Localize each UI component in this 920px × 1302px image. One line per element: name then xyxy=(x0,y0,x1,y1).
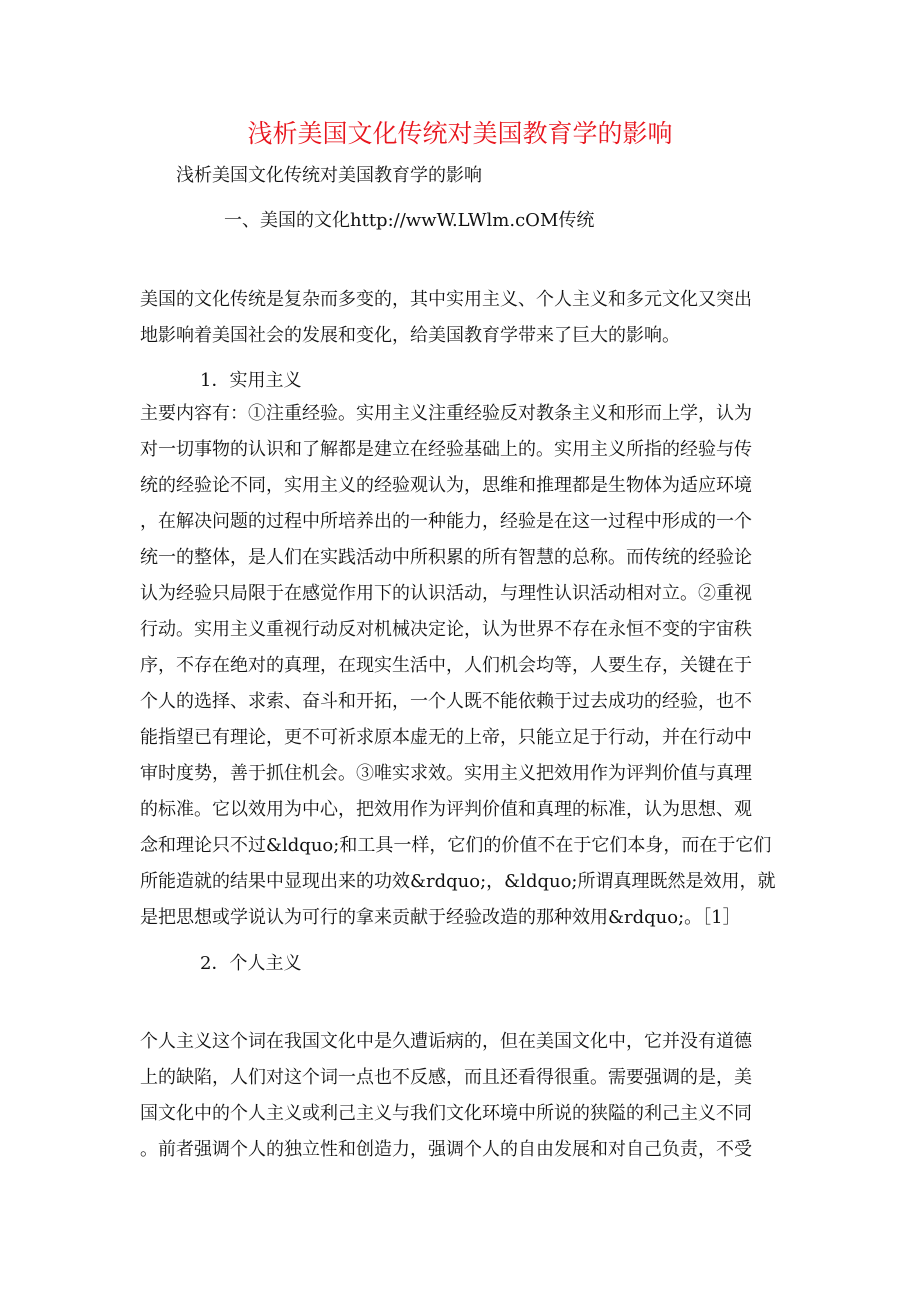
paragraph-line: 审时度势，善于抓住机会。③唯实求效。实用主义把效用作为评判价值与真理 xyxy=(140,763,752,784)
paragraph-line: ，在解决问题的过程中所培养出的一种能力，经验是在这一过程中形成的一个 xyxy=(140,511,752,532)
paragraph-line: 所能造就的结果中显现出来的功效&rdquo;，&ldquo;所谓真理既然是效用，就 xyxy=(140,871,776,892)
paragraph-line: 个人的选择、求索、奋斗和开拓，一个人既不能依赖于过去成功的经验，也不 xyxy=(140,691,752,712)
paragraph-line: 能指望已有理论，更不可祈求原本虚无的上帝，只能立足于行动，并在行动中 xyxy=(140,727,752,748)
paragraph-line: 认为经验只局限于在感觉作用下的认识活动，与理性认识活动相对立。②重视 xyxy=(140,583,752,604)
paragraph-line: 的标准。它以效用为中心，把效用作为评判价值和真理的标准，认为思想、观 xyxy=(140,799,752,820)
paragraph-line: 序，不存在绝对的真理，在现实生活中，人们机会均等，人要生存，关键在于 xyxy=(140,655,752,676)
section-heading: 一、美国的文化http://wwW.LWlm.cOM传统 xyxy=(224,210,595,231)
paragraph-line: 统的经验论不同，实用主义的经验观认为，思维和推理都是生物体为适应环境 xyxy=(140,475,752,496)
paragraph-line: 念和理论只不过&ldquo;和工具一样，它们的价值不在于它们本身，而在于它们 xyxy=(140,835,772,856)
paragraph-line: 美国的文化传统是复杂而多变的，其中实用主义、个人主义和多元文化又突出 xyxy=(140,289,752,310)
paragraph-line: 上的缺陷，人们对这个词一点也不反感，而且还看得很重。需要强调的是，美 xyxy=(140,1067,752,1088)
paragraph-line: 国文化中的个人主义或利己主义与我们文化环境中所说的狭隘的利己主义不同 xyxy=(140,1103,752,1124)
subheading-individualism: 2．个人主义 xyxy=(200,953,302,974)
paragraph-line: 对一切事物的认识和了解都是建立在经验基础上的。实用主义所指的经验与传 xyxy=(140,439,752,460)
paragraph-line: 主要内容有：①注重经验。实用主义注重经验反对教条主义和形而上学，认为 xyxy=(140,403,752,424)
paragraph-line: 行动。实用主义重视行动反对机械决定论，认为世界不存在永恒不变的宇宙秩 xyxy=(140,619,752,640)
paragraph-line: 。前者强调个人的独立性和创造力，强调个人的自由发展和对自己负责，不受 xyxy=(140,1139,752,1160)
subheading-pragmatism: 1．实用主义 xyxy=(200,370,302,391)
paragraph-line: 地影响着美国社会的发展和变化，给美国教育学带来了巨大的影响。 xyxy=(140,325,680,346)
document-subtitle: 浅析美国文化传统对美国教育学的影响 xyxy=(176,165,482,186)
document-title: 浅析美国文化传统对美国教育学的影响 xyxy=(247,119,673,148)
paragraph-line: 是把思想或学说认为可行的拿来贡献于经验改造的那种效用&rdquo;。［1］ xyxy=(140,907,741,928)
paragraph-line: 个人主义这个词在我国文化中是久遭诟病的，但在美国文化中，它并没有道德 xyxy=(140,1031,752,1052)
paragraph-line: 统一的整体，是人们在实践活动中所积累的所有智慧的总称。而传统的经验论 xyxy=(140,547,752,568)
